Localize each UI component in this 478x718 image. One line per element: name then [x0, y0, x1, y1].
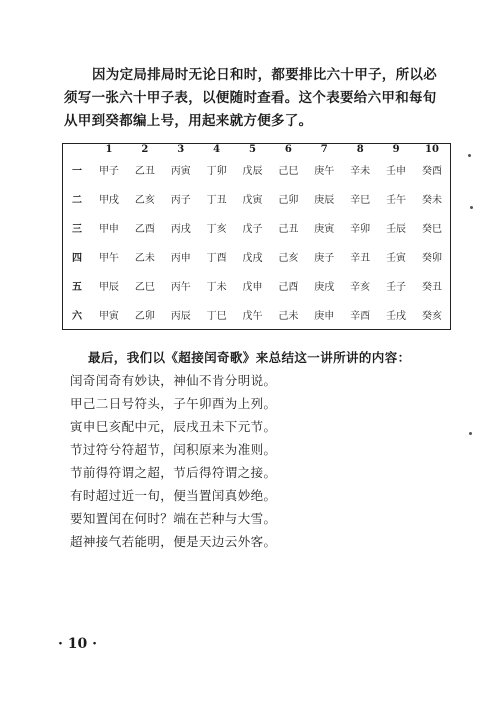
jiazi-cell: 甲子 [98, 166, 119, 177]
jiazi-cell: 戊辰 [242, 166, 263, 177]
row-label: 三 [72, 224, 82, 235]
jiazi-cell: 癸酉 [422, 166, 442, 177]
jiazi-cell: 戊申 [242, 282, 263, 293]
jiazi-cell: 己巳 [278, 166, 299, 177]
jiazi-cell: 丙寅 [170, 166, 191, 177]
intro-line: 因为定局排局时无论日和时，都要排比六十甲子，所以必 [92, 67, 437, 83]
row-label: 五 [72, 282, 82, 293]
column-number: 5 [249, 144, 256, 155]
table-row [63, 155, 450, 184]
jiazi-cell: 丙戌 [170, 224, 191, 235]
verse-line: 甲己二日号符头，子午卯酉为上列。 [70, 396, 277, 411]
jiazi-cell: 辛未 [350, 166, 371, 177]
column-number: 2 [141, 144, 149, 155]
jiazi-cell: 辛卯 [350, 224, 371, 235]
jiazi-cell: 甲午 [98, 253, 119, 264]
jiazi-cell: 己亥 [278, 253, 299, 264]
jiazi-cell: 己酉 [278, 282, 299, 293]
page-number: · 10 · [58, 636, 97, 652]
jiazi-cell: 丁亥 [206, 224, 227, 235]
verse-line: 要知置闰在何时？端在芒种与大雪。 [70, 511, 277, 526]
row-label: 六 [72, 311, 82, 322]
jiazi-cell: 戊午 [242, 311, 263, 322]
table-row [63, 184, 450, 213]
jiazi-cell: 己卯 [278, 195, 299, 206]
row-label: 二 [72, 195, 82, 206]
table-header-row [63, 144, 450, 155]
table-corner-cell [63, 144, 91, 155]
column-number: 9 [392, 144, 400, 155]
jiazi-cell: 丁未 [206, 282, 227, 293]
jiazi-cell: 癸丑 [422, 282, 442, 293]
sixty-jiazi-table [63, 144, 450, 329]
sixty-jiazi-table-frame [62, 143, 451, 330]
jiazi-cell: 庚辰 [314, 195, 335, 206]
jiazi-cell: 乙亥 [134, 195, 155, 206]
column-number: 7 [320, 144, 328, 155]
verse-line: 节过符兮符超节，闰积原来为准则。 [70, 442, 277, 457]
jiazi-cell: 癸巳 [422, 224, 442, 235]
jiazi-cell: 丙辰 [170, 311, 191, 322]
jiazi-cell: 乙酉 [134, 224, 155, 235]
jiazi-cell: 壬子 [386, 282, 407, 293]
jiazi-cell: 戊寅 [242, 195, 263, 206]
jiazi-cell: 甲寅 [98, 311, 119, 322]
column-number: 1 [105, 144, 113, 155]
jiazi-cell: 辛酉 [350, 311, 371, 322]
jiazi-cell: 癸亥 [422, 311, 442, 322]
jiazi-cell: 甲戌 [98, 195, 119, 206]
jiazi-cell: 乙卯 [134, 311, 155, 322]
verse-list [64, 369, 454, 553]
intro-line: 须写一张六十甲子表，以便随时查看。这个表要给六甲和每旬 [64, 90, 437, 106]
jiazi-cell: 己未 [278, 311, 299, 322]
jiazi-cell: 丁巳 [206, 311, 227, 322]
table-row [63, 271, 450, 300]
column-number: 4 [213, 144, 221, 155]
jiazi-cell: 辛丑 [350, 253, 371, 264]
jiazi-cell: 乙未 [134, 253, 155, 264]
scan-speck [469, 432, 472, 435]
jiazi-cell: 乙丑 [134, 166, 155, 177]
verse-line: 寅申巳亥配中元，辰戌丑未下元节。 [70, 419, 277, 434]
jiazi-cell: 壬午 [386, 195, 407, 206]
jiazi-cell: 庚戌 [314, 282, 335, 293]
jiazi-cell: 己丑 [278, 224, 299, 235]
jiazi-cell: 壬辰 [386, 224, 407, 235]
summary-lead: 最后，我们以《超接闰奇歌》来总结这一讲所讲的内容： [88, 350, 411, 365]
intro-line: 从甲到癸都编上号，用起来就方便多了。 [64, 113, 313, 129]
jiazi-cell: 庚子 [314, 253, 335, 264]
column-number: 3 [177, 144, 185, 155]
table-row [63, 213, 450, 242]
verse-line: 超神接气若能明，便是天边云外客。 [70, 534, 277, 549]
summary-section [64, 346, 454, 553]
jiazi-cell: 壬申 [386, 166, 407, 177]
jiazi-cell: 丙申 [170, 253, 191, 264]
jiazi-cell: 丙午 [170, 282, 191, 293]
jiazi-cell: 辛亥 [350, 282, 371, 293]
jiazi-cell: 丁酉 [206, 253, 227, 264]
scan-speck [468, 154, 471, 157]
table-row [63, 300, 450, 329]
jiazi-cell: 丁卯 [206, 166, 227, 177]
table-row [63, 242, 450, 271]
jiazi-cell: 庚午 [314, 166, 335, 177]
jiazi-cell: 甲申 [98, 224, 119, 235]
column-number: 8 [356, 144, 364, 155]
jiazi-cell: 庚寅 [314, 224, 335, 235]
jiazi-cell: 丁丑 [206, 195, 227, 206]
jiazi-cell: 壬寅 [386, 253, 407, 264]
intro-paragraph [64, 64, 444, 133]
row-label: 一 [72, 166, 82, 177]
verse-line: 节前得符谓之超，节后得符谓之接。 [70, 465, 277, 480]
jiazi-cell: 戊子 [242, 224, 263, 235]
verse-line: 闰奇闰奇有妙诀，神仙不肯分明说。 [70, 373, 277, 388]
row-label: 四 [72, 253, 82, 264]
jiazi-cell: 乙巳 [134, 282, 155, 293]
verse-line: 有时超过近一旬，便当置闰真妙绝。 [70, 488, 277, 503]
jiazi-cell: 壬戌 [386, 311, 407, 322]
jiazi-cell: 戊戌 [242, 253, 263, 264]
jiazi-cell: 辛巳 [350, 195, 371, 206]
column-number: 6 [284, 144, 292, 155]
jiazi-cell: 癸未 [422, 195, 442, 206]
jiazi-cell: 庚申 [314, 311, 335, 322]
scan-speck [470, 206, 473, 209]
jiazi-cell: 丙子 [170, 195, 191, 206]
jiazi-cell: 甲辰 [98, 282, 119, 293]
column-number: 10 [425, 144, 439, 155]
jiazi-cell: 癸卯 [422, 253, 442, 264]
